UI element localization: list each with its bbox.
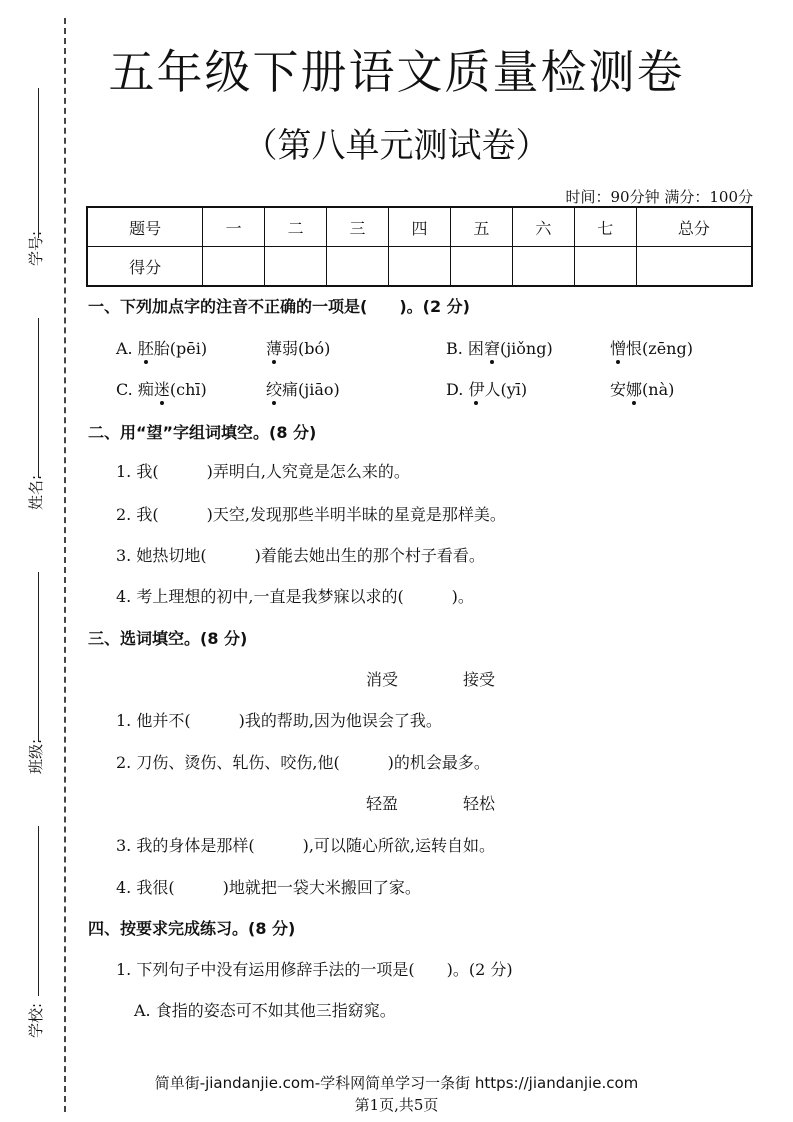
option-b bbox=[446, 336, 553, 359]
score-cell: 六 bbox=[512, 207, 574, 247]
student-id-label: 学号: bbox=[27, 230, 46, 267]
option-b-word2 bbox=[610, 336, 693, 359]
score-input-cell[interactable] bbox=[327, 247, 389, 287]
option-b-rest: (jiǒng) bbox=[499, 339, 553, 358]
score-cell: 五 bbox=[450, 207, 512, 247]
dotted-char: 伊 bbox=[468, 380, 485, 399]
question-item: 4. 考上理想的初中,一直是我梦寐以求的( )。 bbox=[116, 587, 474, 606]
option-d-word2-rest: (nà) bbox=[642, 380, 675, 399]
dotted-char: 薄 bbox=[266, 339, 283, 358]
name-rule bbox=[38, 318, 39, 478]
word-choice: 轻松 bbox=[463, 794, 496, 813]
question-item: 1. 他并不( )我的帮助,因为他误会了我。 bbox=[116, 711, 442, 730]
score-input-cell[interactable] bbox=[450, 247, 512, 287]
option-b-word2-rest: 恨(zēng) bbox=[626, 339, 693, 358]
score-cell: 二 bbox=[265, 207, 327, 247]
page-number: 第1页,共5页 bbox=[354, 1096, 439, 1114]
question-item: 3. 她热切地( )着能去她出生的那个村子看看。 bbox=[116, 546, 485, 565]
score-cell: 四 bbox=[389, 207, 451, 247]
question-item: 1. 我( )弄明白,人究竟是怎么来的。 bbox=[116, 462, 410, 481]
option-c-word2-rest: 痛(jiāo) bbox=[282, 380, 340, 399]
page-title: 五年级下册语文质量检测卷 bbox=[108, 45, 685, 99]
question-option: A. 食指的姿态可不如其他三指窈窕。 bbox=[134, 1001, 396, 1020]
dotted-char: 绞 bbox=[266, 380, 283, 399]
word-choice: 接受 bbox=[463, 670, 496, 689]
class-label: 班级: bbox=[27, 738, 46, 775]
score-input-cell[interactable] bbox=[636, 247, 752, 287]
option-b-prefix: B. 困 bbox=[446, 339, 484, 358]
name-label: 姓名: bbox=[27, 474, 46, 511]
page-subtitle: （第八单元测试卷） bbox=[243, 126, 550, 166]
score-table bbox=[86, 206, 753, 287]
score-cell: 题号 bbox=[87, 207, 203, 247]
option-a-rest: 胎(pēi) bbox=[153, 339, 208, 358]
option-a-prefix: A. bbox=[116, 339, 138, 358]
score-input-cell[interactable] bbox=[574, 247, 636, 287]
score-cell: 七 bbox=[574, 207, 636, 247]
section-1-title: 一、下列加点字的注音不正确的一项是( )。(2 分) bbox=[88, 297, 470, 316]
dotted-char: 胚 bbox=[137, 339, 154, 358]
score-cell: 一 bbox=[203, 207, 265, 247]
question-item: 2. 刀伤、烫伤、轧伤、咬伤,他( )的机会最多。 bbox=[116, 753, 490, 772]
option-d-rest: 人(yī) bbox=[484, 380, 528, 399]
option-d-prefix: D. bbox=[446, 380, 469, 399]
score-table-score-row bbox=[87, 247, 752, 287]
binding-dashed-line bbox=[64, 18, 66, 1112]
school-rule bbox=[38, 826, 39, 996]
word-choice: 轻盈 bbox=[366, 794, 399, 813]
option-c-rest: (chī) bbox=[169, 380, 207, 399]
score-cell: 三 bbox=[327, 207, 389, 247]
section-4-title: 四、按要求完成练习。(8 分) bbox=[88, 919, 296, 938]
score-row-label: 得分 bbox=[87, 247, 203, 287]
option-a-word2 bbox=[266, 336, 330, 359]
option-c-word2 bbox=[266, 377, 340, 400]
question-item: 2. 我( )天空,发现那些半明半昧的星竟是那样美。 bbox=[116, 505, 506, 524]
option-c-prefix: C. 痴 bbox=[116, 380, 154, 399]
option-d bbox=[446, 377, 527, 400]
option-a-word2-rest: 弱(bó) bbox=[282, 339, 331, 358]
word-choice: 消受 bbox=[366, 670, 399, 689]
watermark-text: 简单街-jiandanjie.com-学科网简单学习一条街 https://jiandanjie.com bbox=[154, 1074, 639, 1092]
section-3-title: 三、选词填空。(8 分) bbox=[88, 629, 248, 648]
score-table-header-row bbox=[87, 207, 752, 247]
question-item: 3. 我的身体是那样( ),可以随心所欲,运转自如。 bbox=[116, 836, 496, 855]
dotted-char: 憎 bbox=[610, 339, 627, 358]
class-rule bbox=[38, 572, 39, 742]
dotted-char: 娜 bbox=[626, 380, 643, 399]
option-d-word2-pre: 安 bbox=[610, 380, 627, 399]
section-2-title: 二、用“望”字组词填空。(8 分) bbox=[88, 423, 317, 442]
question-item: 4. 我很( )地就把一袋大米搬回了家。 bbox=[116, 878, 421, 897]
score-input-cell[interactable] bbox=[265, 247, 327, 287]
time-info: 时间：90分钟 满分：100分 bbox=[565, 188, 753, 206]
school-label: 学校: bbox=[27, 1002, 46, 1039]
question-item: 1. 下列句子中没有运用修辞手法的一项是( )。(2 分) bbox=[116, 960, 513, 979]
score-cell: 总分 bbox=[636, 207, 752, 247]
dotted-char: 迷 bbox=[153, 380, 170, 399]
option-c bbox=[116, 377, 207, 400]
score-input-cell[interactable] bbox=[203, 247, 265, 287]
score-input-cell[interactable] bbox=[389, 247, 451, 287]
option-a bbox=[116, 336, 207, 359]
option-d-word2 bbox=[610, 377, 674, 400]
score-input-cell[interactable] bbox=[512, 247, 574, 287]
dotted-char: 窘 bbox=[483, 339, 500, 358]
